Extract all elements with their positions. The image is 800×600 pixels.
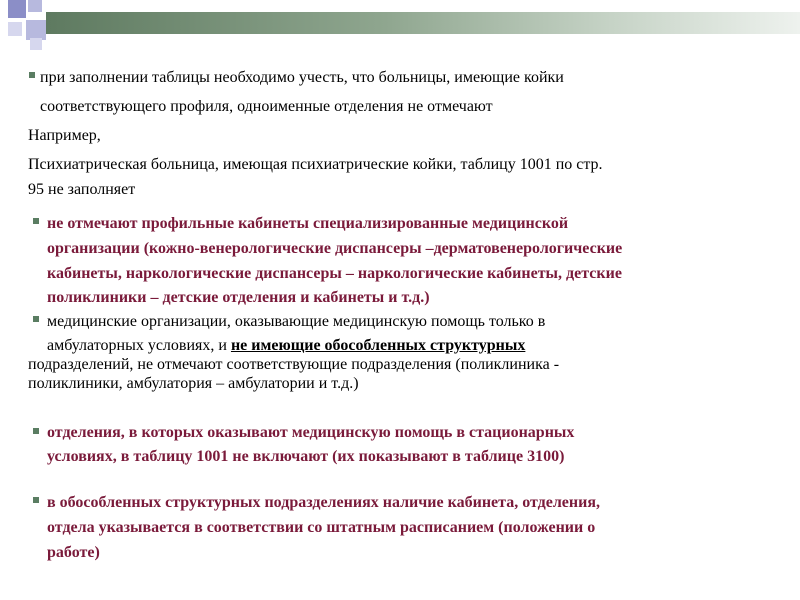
emphasis-text: не имеющие обособленных структурных [230,337,526,354]
text-segment: амбулаторных условиях, и [47,337,227,354]
text-line: 95 не заполняет [28,181,136,198]
text-line: организации (кожно-венерологические диспансеры –дерматовенерологические [47,240,623,257]
text-line: поликлиники – детские отделения и кабинеты и т.д.) [47,289,430,306]
header-square [30,38,42,50]
text-line: Психиатрическая больница, имеющая психиатрические койки, таблицу 1001 по стр. [28,156,603,173]
text-line: при заполнении таблицы необходимо учесть, что больницы, имеющие койки [40,69,564,86]
bullet-icon [33,497,39,503]
text-line: в обособленных структурных подразделениях наличие кабинета, отделения, [47,494,600,511]
bullet-icon [33,428,39,434]
text-line: условиях, в таблицу 1001 не включают (их показывают в таблице 3100) [47,448,565,465]
text-line: кабинеты, наркологические диспансеры – наркологические кабинеты, детские [47,265,622,282]
header-square [28,0,42,12]
bullet-icon [33,316,39,322]
bullet-icon [33,218,39,224]
text-line: поликлиники, амбулатория – амбулатории и т.д.) [28,375,359,392]
text-line: отдела указывается в соответствии со штатным расписанием (положении о [47,519,596,536]
header-square [8,22,22,36]
text-line: не отмечают профильные кабинеты специализированные медицинской [47,215,569,232]
text-line: соответствующего профиля, одноименные отделения не отмечают [40,98,493,115]
header-square [8,0,26,18]
text-line: отделения, в которых оказывают медицинскую помощь в стационарных [47,424,575,441]
bullet-icon [29,72,35,78]
text-line: работе) [47,544,100,561]
text-line: медицинские организации, оказывающие медицинскую помощь только в [47,313,546,330]
header-square [26,20,46,40]
text-line: Например, [28,127,101,144]
text-line: подразделений, не отмечают соответствующие подразделения (поликлиника - [28,356,560,373]
text-line [47,336,525,356]
header-bar [46,12,800,34]
